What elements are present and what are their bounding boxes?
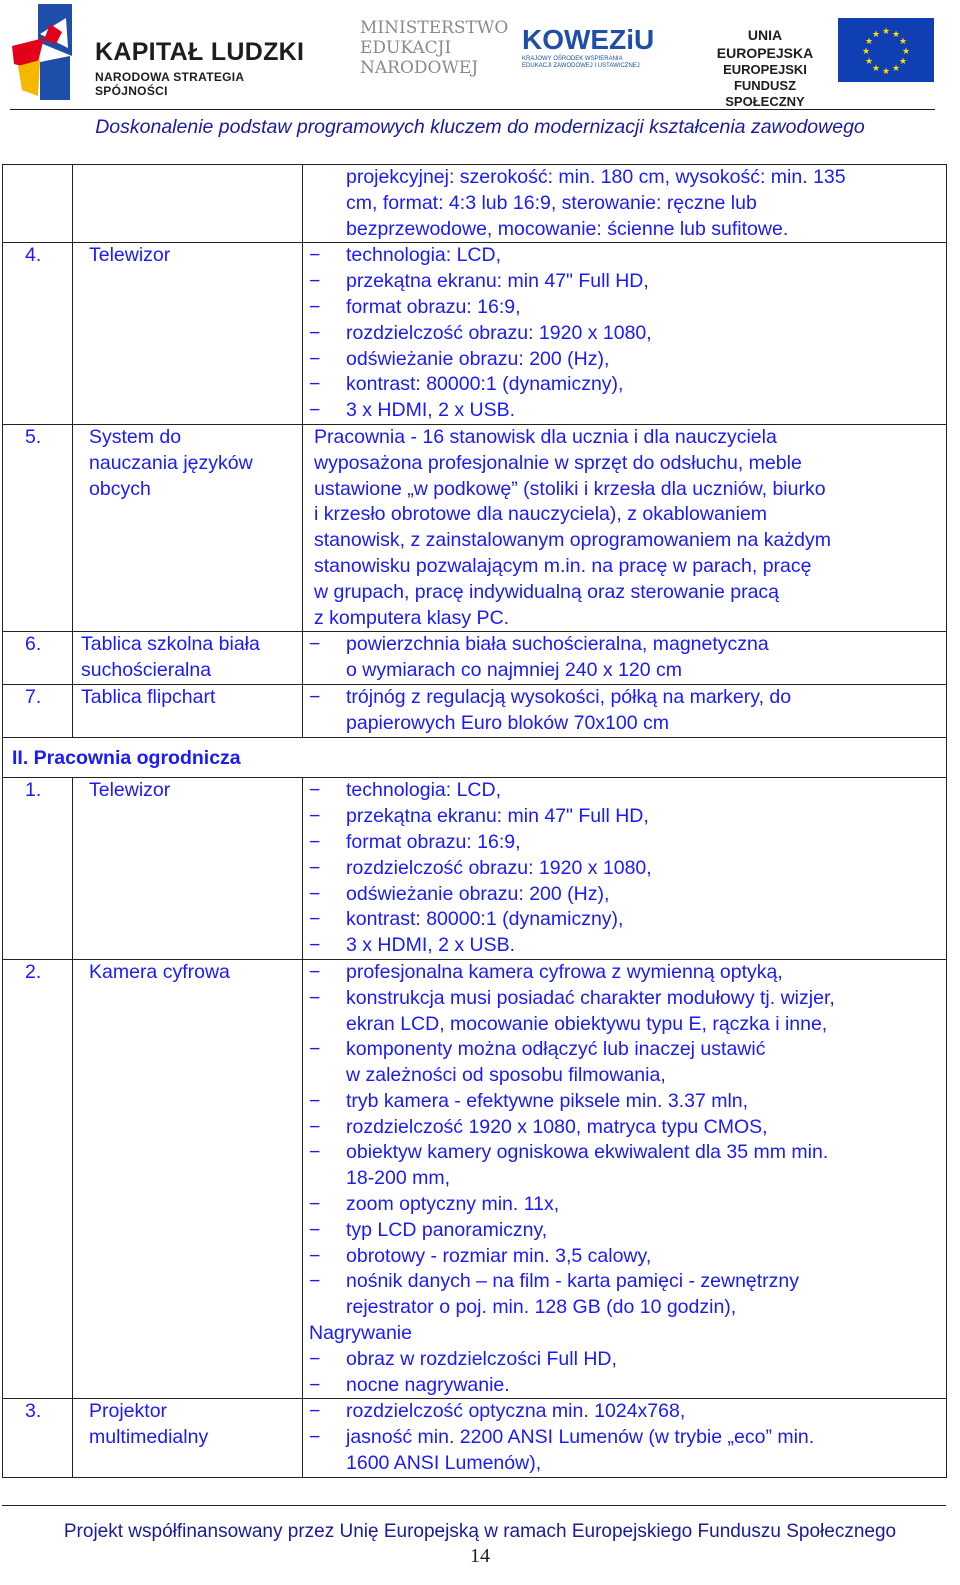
description-line: stanowisk, z zainstalowanym oprogramowaniem na każdym — [314, 529, 831, 552]
svg-text:★: ★ — [891, 30, 901, 40]
row-number: 7. — [3, 684, 73, 737]
spec-item-continuation: ekran LCD, mocowanie obiektywu typu E, rączka i inne, — [346, 1012, 828, 1035]
spec-item: − typ LCD panoramiczny, — [309, 1218, 936, 1244]
svg-text:★: ★ — [891, 64, 901, 74]
row-description-cell — [303, 243, 947, 425]
table-row — [3, 1399, 947, 1477]
kapital-ludzki-title: KAPITAŁ LUDZKI — [95, 38, 305, 66]
footer-divider — [2, 1505, 946, 1506]
koweziu-subtitle-2: EDUKACJI ZAWODOWEJ I USTAWICZNEJ — [522, 63, 640, 69]
subsection-label: Nagrywanie — [309, 1322, 412, 1345]
spec-item: − obraz w rozdzielczości Full HD, — [309, 1347, 936, 1373]
koweziu-title: KOWEZiU — [522, 24, 655, 55]
row-name: Tablica flipchart — [73, 684, 303, 737]
spec-item: − zoom optyczny min. 11x, — [309, 1192, 936, 1218]
row-name: Kamera cyfrowa — [73, 959, 303, 1399]
section-heading: II. Pracownia ogrodnicza — [3, 737, 947, 778]
row-name-line: Tablica szkolna biała — [81, 633, 260, 656]
kapital-ludzki-subtitle: NARODOWA STRATEGIA SPÓJNOŚCI — [95, 70, 244, 98]
row-name-line: obcych — [89, 477, 151, 500]
row-description-cell — [303, 778, 947, 960]
row-description-cell — [303, 632, 947, 685]
svg-text:★: ★ — [871, 64, 881, 74]
spec-item: − 3 x HDMI, 2 x USB. — [309, 933, 936, 959]
svg-text:★: ★ — [864, 37, 874, 47]
row-name-line: suchościeralna — [81, 659, 212, 682]
table-row — [3, 424, 947, 631]
spec-item: − obrotowy - rozmiar min. 3,5 calowy, — [309, 1244, 936, 1270]
spec-item: − obiektyw kamery ogniskowa ekwiwalent dla 35 mm min. — [309, 1140, 936, 1166]
description-line: z komputera klasy PC. — [314, 606, 510, 629]
row-name-line: System do — [89, 425, 182, 448]
svg-text:★: ★ — [871, 30, 881, 40]
row-description-cell — [303, 165, 947, 243]
spec-item: − technologia: LCD, — [309, 778, 936, 804]
spec-item: − konstrukcja musi posiadać charakter modułowy tj. wizjer, — [309, 986, 936, 1012]
table-row — [3, 959, 947, 1399]
spec-item: − 3 x HDMI, 2 x USB. — [309, 398, 936, 424]
table-row — [3, 632, 947, 685]
spec-item-continuation: w zależności od sposobu filmowania, — [346, 1064, 666, 1087]
description-line: bezprzewodowe, mocowanie: ścienne lub sufitowe. — [346, 217, 789, 240]
description-line: projekcyjnej: szerokość: min. 180 cm, wysokość: min. 135 — [346, 166, 846, 188]
spec-item: − format obrazu: 16:9, — [309, 830, 936, 856]
spec-item: − jasność min. 2200 ANSI Lumenów (w trybie „eco” min. — [309, 1425, 936, 1451]
row-name-cell — [73, 1399, 303, 1477]
row-description-cell — [303, 684, 947, 737]
svg-text:★: ★ — [898, 57, 908, 67]
table-row — [3, 165, 947, 243]
kapital-ludzki-emblem-icon — [10, 4, 90, 104]
svg-text:★: ★ — [864, 57, 874, 67]
row-name-cell — [73, 424, 303, 631]
ministerstwo-line-2: EDUKACJI — [360, 38, 452, 58]
koweziu-subtitle-1: KRAJOWY OŚRODEK WSPIERANIA — [522, 56, 623, 62]
spec-item-continuation: rejestrator o poj. min. 128 GB (do 10 godzin), — [346, 1296, 737, 1319]
spec-item: − nocne nagrywanie. — [309, 1373, 936, 1399]
section-row — [3, 737, 947, 778]
description-line: cm, format: 4:3 lub 16:9, sterowanie: ręczne lub — [346, 191, 757, 214]
row-number: 4. — [3, 243, 73, 425]
row-name-cell — [73, 632, 303, 685]
page-number: 14 — [470, 1545, 490, 1567]
svg-text:★: ★ — [881, 27, 891, 37]
row-number: 2. — [3, 959, 73, 1399]
description-line: Pracownia - 16 stanowisk dla ucznia i dla nauczyciela — [314, 425, 777, 448]
row-name-cell — [73, 165, 303, 243]
row-name: Telewizor — [73, 243, 303, 425]
description-line: stanowisku pozwalającym m.in. na pracę w parach, pracę — [314, 554, 812, 577]
row-name-line: multimedialny — [89, 1426, 209, 1449]
spec-item: − przekątna ekranu: min 47" Full HD, — [309, 269, 936, 295]
row-name-line: Projektor — [89, 1400, 168, 1423]
spec-item-continuation: 1600 ANSI Lumenów), — [346, 1452, 542, 1475]
equipment-table — [2, 164, 947, 1478]
spec-item-continuation: papierowych Euro bloków 70x100 cm — [346, 711, 670, 734]
spec-item: − odświeżanie obrazu: 200 (Hz), — [309, 347, 936, 373]
spec-item: − rozdzielczość optyczna min. 1024x768, — [309, 1399, 936, 1425]
header-title: Doskonalenie podstaw programowych kluczem do modernizacji kształcenia zawodowego — [95, 116, 865, 138]
svg-text:★: ★ — [901, 47, 911, 57]
page-header — [0, 0, 960, 150]
ue-line-1: UNIA EUROPEJSKA — [716, 27, 814, 61]
table-row — [3, 684, 947, 737]
svg-text:★: ★ — [898, 37, 908, 47]
spec-item: − komponenty można odłączyć lub inaczej ustawić — [309, 1037, 936, 1063]
row-description-cell — [303, 959, 947, 1399]
description-line: i krzesło obrotowe dla nauczyciela), z okablowaniem — [314, 503, 768, 526]
row-description-cell — [303, 424, 947, 631]
spec-item: − tryb kamera - efektywne piksele min. 3.37 mln, — [309, 1089, 936, 1115]
spec-item-continuation: o wymiarach co najmniej 240 x 120 cm — [346, 659, 682, 682]
ministerstwo-line-3: NARODOWEJ — [360, 58, 479, 78]
spec-item-continuation: 18-200 mm, — [346, 1167, 451, 1190]
spec-item: − technologia: LCD, — [309, 243, 936, 269]
row-number-cell — [3, 165, 73, 243]
kapital-ludzki-logo — [10, 4, 310, 104]
spec-item: − odświeżanie obrazu: 200 (Hz), — [309, 882, 936, 908]
row-name-line: nauczania języków — [89, 451, 253, 474]
row-number: 6. — [3, 632, 73, 685]
spec-item: − rozdzielczość obrazu: 1920 x 1080, — [309, 321, 936, 347]
row-name: Telewizor — [73, 778, 303, 960]
table-row — [3, 778, 947, 960]
spec-item: − rozdzielczość 1920 x 1080, matryca typu CMOS, — [309, 1115, 936, 1141]
spec-item: − kontrast: 80000:1 (dynamiczny), — [309, 907, 936, 933]
ue-line-3: FUNDUSZ SPOŁECZNY — [725, 78, 805, 109]
ministerstwo-logo — [360, 18, 510, 88]
description-line: w grupach, pracę indywidualną oraz sterowanie pracą — [314, 580, 780, 603]
ministerstwo-line-1: MINISTERSTWO — [360, 18, 509, 38]
eu-flag-icon — [838, 18, 934, 82]
svg-text:★: ★ — [861, 47, 871, 57]
spec-item: − trójnóg z regulacją wysokości, półką na markery, do — [309, 685, 936, 711]
description-line: wyposażona profesjonalnie w sprzęt do odsłuchu, meble — [314, 451, 802, 474]
table-row — [3, 243, 947, 425]
row-number: 5. — [3, 424, 73, 631]
spec-item: − profesjonalna kamera cyfrowa z wymienną optyką, — [309, 960, 936, 986]
spec-item: − rozdzielczość obrazu: 1920 x 1080, — [309, 856, 936, 882]
koweziu-logo — [522, 24, 655, 84]
row-number: 1. — [3, 778, 73, 960]
spec-item: − format obrazu: 16:9, — [309, 295, 936, 321]
ue-line-2: EUROPEJSKI — [723, 62, 807, 77]
ue-text — [700, 26, 830, 110]
unia-europejska-logo — [700, 18, 945, 109]
spec-item: − powierzchnia biała suchościeralna, magnetyczna — [309, 632, 936, 658]
svg-text:★: ★ — [881, 67, 891, 77]
description-line: ustawione „w podkowę” (stoliki i krzesła dla uczniów, biurko — [314, 477, 826, 500]
row-description-cell — [303, 1399, 947, 1477]
header-divider — [10, 109, 935, 110]
spec-item: − przekątna ekranu: min 47" Full HD, — [309, 804, 936, 830]
spec-item: − kontrast: 80000:1 (dynamiczny), — [309, 372, 936, 398]
spec-item: − nośnik danych – na film - karta pamięci - zewnętrzny — [309, 1269, 936, 1295]
row-number: 3. — [3, 1399, 73, 1477]
footer-text: Projekt współfinansowany przez Unię Europejską w ramach Europejskiego Funduszu Społecznego — [63, 1521, 897, 1542]
